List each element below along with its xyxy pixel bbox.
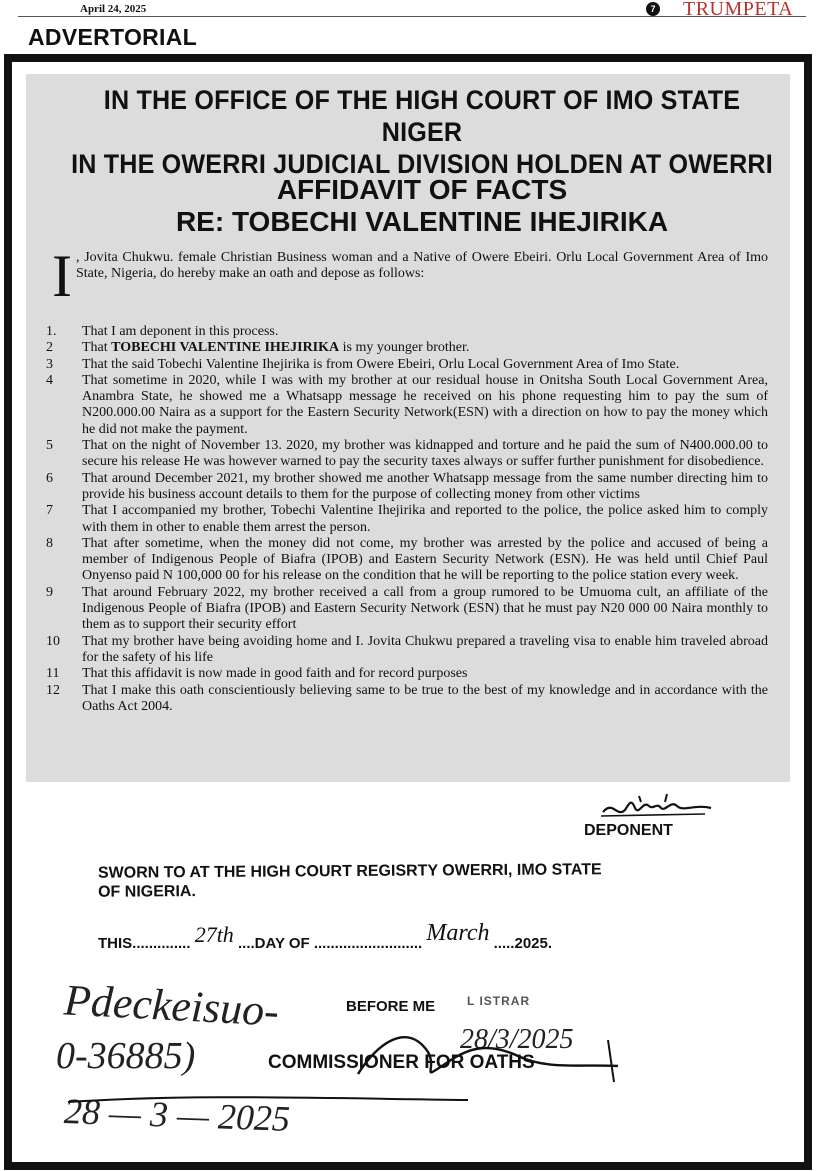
commissioner-signature (48, 982, 648, 1142)
date-line-year: .....2025. (493, 935, 553, 952)
date-line-mid: ....DAY OF .......................... (237, 935, 423, 952)
fact-text-part: That my brother have being avoiding home and I. Jovita Chukwu prepared a traveling visa to enable him traveled abroad for the safety of his life (82, 633, 768, 665)
fact-text-part: That after sometime, when the money did not come, my brother was arrested by the police and accused of being a member of Indigenous People of Biafra (IPOB) and Eastern Security Network (ESN). He was held until Chief Paul Onyenso paid N 100,000 00 for his release on the condition that he will be reporting to the police station every week. (82, 535, 768, 584)
fact-item (46, 357, 768, 373)
fact-number: 11 (46, 666, 60, 682)
date-line-prefix: THIS.............. (98, 935, 191, 952)
fact-item (46, 536, 768, 585)
fact-item (46, 634, 768, 667)
fact-text (82, 683, 768, 716)
intro-paragraph (52, 243, 768, 309)
fact-text (82, 634, 768, 667)
affidavit-title-line1: AFFIDAVIT OF FACTS (276, 174, 568, 205)
fact-number: 12 (46, 682, 60, 698)
fact-text (82, 340, 768, 356)
intro-text: , Jovita Chukwu. female Christian Business woman and a Native of Owere Ebeiri. Orlu Local Government Area of Imo State, Nigeria, do hereby make an oath and depose as follows: (75, 250, 768, 281)
court-heading-line2: IN THE OWERRI JUDICIAL DIVISION HOLDEN AT OWERRI (71, 149, 773, 179)
section-title: ADVERTORIAL (28, 24, 197, 50)
fact-text-part: That on the night of November 13. 2020, my brother was kidnapped and torture and he paid the sum of N400.000.00 to secure his release He was however warned to pay the security taxes always or suffer further punishment for disobedience. (82, 438, 768, 470)
commissioner-for-oaths-label: COMMISSIONER FOR OATHS (268, 1052, 535, 1073)
fact-item (46, 666, 768, 682)
handwritten-name: Pdeckeisuo- (62, 975, 281, 1036)
drop-cap: I (52, 243, 72, 309)
facts-list (46, 324, 768, 715)
fact-bold-name: TOBECHI VALENTINE IHEJIRIKA (111, 340, 340, 356)
fact-item (46, 585, 768, 634)
issue-date: April 24, 2025 (80, 3, 147, 15)
handwritten-bottom-date: 28 — 3 — 2025 (63, 1091, 291, 1139)
fact-number: 8 (46, 535, 53, 551)
date-line (98, 920, 553, 955)
page-number-badge: 7 (646, 2, 660, 16)
sworn-line1: SWORN TO AT THE HIGH COURT REGISRTY OWERRI, IMO STATE (97, 861, 602, 882)
sworn-line2: OF NIGERIA. (98, 883, 196, 901)
fact-text (82, 471, 768, 504)
newspaper-logo: TRUMPETA (683, 0, 794, 20)
fact-item (46, 503, 768, 536)
fact-text (82, 585, 768, 634)
fact-item (46, 438, 768, 471)
fact-number: 3 (46, 356, 53, 372)
fact-text (82, 438, 768, 471)
fact-item (46, 373, 768, 438)
fact-text-part: That the said Tobechi Valentine Ihejirika is from Owere Ebeiri, Orlu Local Government Area of Imo State. (82, 356, 680, 372)
before-me-label: BEFORE ME (346, 998, 436, 1015)
fact-text-part: That around December 2021, my brother showed me another Whatsapp message from the same number directing him to provide his business account details to them for the purpose of collecting money from other victims (82, 470, 768, 502)
fact-text-part: That I make this oath conscientiously believing same to be true to the best of my knowledge and in accordance with the Oaths Act 2004. (82, 682, 768, 714)
fact-number: 4 (46, 372, 53, 388)
fact-number: 1. (46, 324, 57, 339)
court-heading-line1: IN THE OFFICE OF THE HIGH COURT OF IMO STATE NIGER (103, 85, 741, 147)
fact-text-part: That around February 2022, my brother received a call from a group rumored to be Umuoma cult, an affiliate of the Indigenous People of Biafra (IPOB) and Eastern Security Network (ESN) that he must pay N20 000 00 Naira monthly to them as to support their security effort (82, 584, 768, 633)
fact-text (82, 357, 768, 373)
deponent-label: DEPONENT (584, 822, 673, 839)
fact-text (82, 373, 768, 438)
fact-text-part: That I accompanied my brother, Tobechi Valentine Ihejirika and reported to the police, the police asked him to comply with them in other to enable them arrest the person. (82, 503, 768, 535)
advert-frame (4, 54, 812, 1170)
deponent-signature (595, 790, 715, 824)
fact-number: 5 (46, 438, 53, 454)
fact-number: 6 (46, 470, 53, 486)
fact-number: 10 (46, 633, 60, 649)
sworn-statement (98, 860, 602, 902)
fact-text (82, 666, 768, 682)
handwritten-number: 0-36885) (56, 1035, 196, 1077)
fact-number: 9 (46, 584, 53, 600)
fact-text (82, 536, 768, 585)
court-heading (69, 84, 776, 180)
fact-text-part: That (82, 340, 112, 356)
affidavit-title-line2: RE: TOBECHI VALENTINE IHEJIRIKA (175, 206, 669, 237)
affidavit-title (42, 174, 802, 238)
fact-number: 2 (46, 340, 53, 356)
fact-text-part: That sometime in 2020, while I was with my brother at our residual house in Onitsha South Local Government Area, Anambra State, he showed me a Whatsapp message he received on his phone requesting him to pay the sum of N200.000.00 Naira as a support for the Eastern Security Network(ESN) with a direction on how to pay the money which he did not make the payment. (82, 372, 768, 437)
handwritten-day: 27th (194, 922, 234, 947)
fact-text-part: is my younger brother. (339, 340, 470, 356)
fact-text-part: That this affidavit is now made in good faith and for record purposes (82, 666, 468, 682)
handwritten-sig-date: 28/3/2025 (460, 1024, 574, 1055)
fact-item (46, 340, 768, 356)
fact-item (46, 683, 768, 716)
registrar-stamp: L ISTRAR (467, 994, 531, 1008)
fact-number: 7 (46, 503, 53, 519)
handwritten-month: March (426, 920, 490, 946)
fact-item (46, 324, 768, 340)
fact-text-part: That I am deponent in this process. (82, 324, 279, 339)
fact-text (82, 324, 768, 340)
fact-item (46, 471, 768, 504)
fact-text (82, 503, 768, 536)
